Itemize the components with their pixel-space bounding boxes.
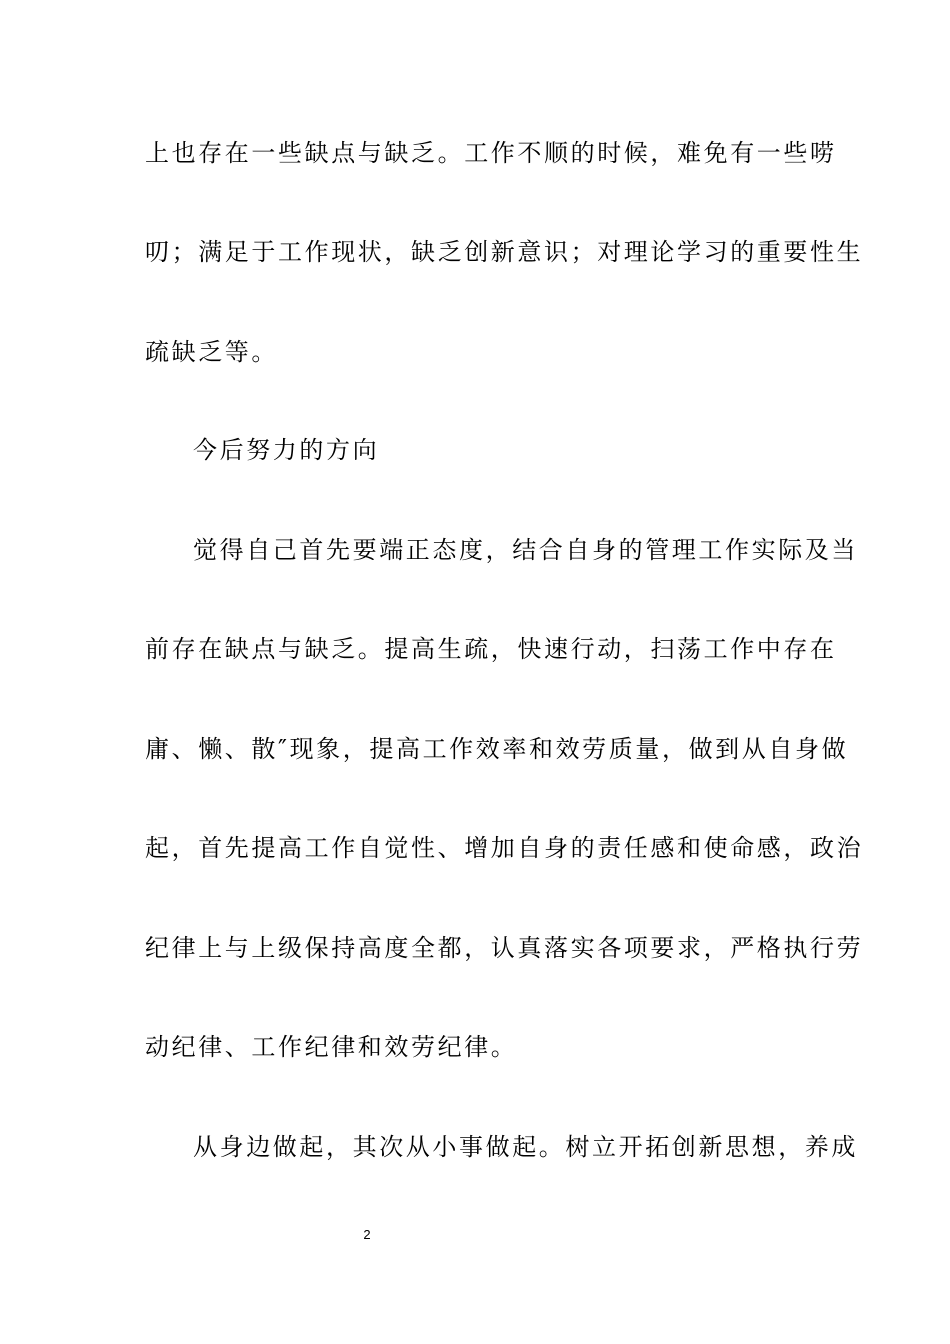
text-line: 上也存在一些缺点与缺乏。工作不顺的时候，难免有一些唠: [145, 139, 837, 167]
text-line: 动纪律、工作纪律和效劳纪律。: [145, 1033, 518, 1061]
text-line: 起，首先提高工作自觉性、增加自身的责任感和使命感，政治: [145, 834, 864, 862]
section-heading: 今后努力的方向: [193, 436, 380, 464]
text-line: 叨；满足于工作现状，缺乏创新意识；对理论学习的重要性生: [145, 238, 864, 266]
text-line: 前存在缺点与缺乏。提高生疏，快速行动，扫荡工作中存在: [145, 635, 837, 663]
text-line: 庸、懒、散″现象，提高工作效率和效劳质量，做到从自身做: [145, 735, 849, 763]
text-line: 疏缺乏等。: [145, 338, 278, 366]
text-line: 从身边做起，其次从小事做起。树立开拓创新思想，养成: [193, 1133, 858, 1161]
text-line: 觉得自己首先要端正态度，结合自身的管理工作实际及当: [193, 536, 858, 564]
page-number: 2: [363, 1227, 371, 1242]
text-line: 纪律上与上级保持高度全都，认真落实各项要求，严格执行劳: [145, 934, 864, 962]
